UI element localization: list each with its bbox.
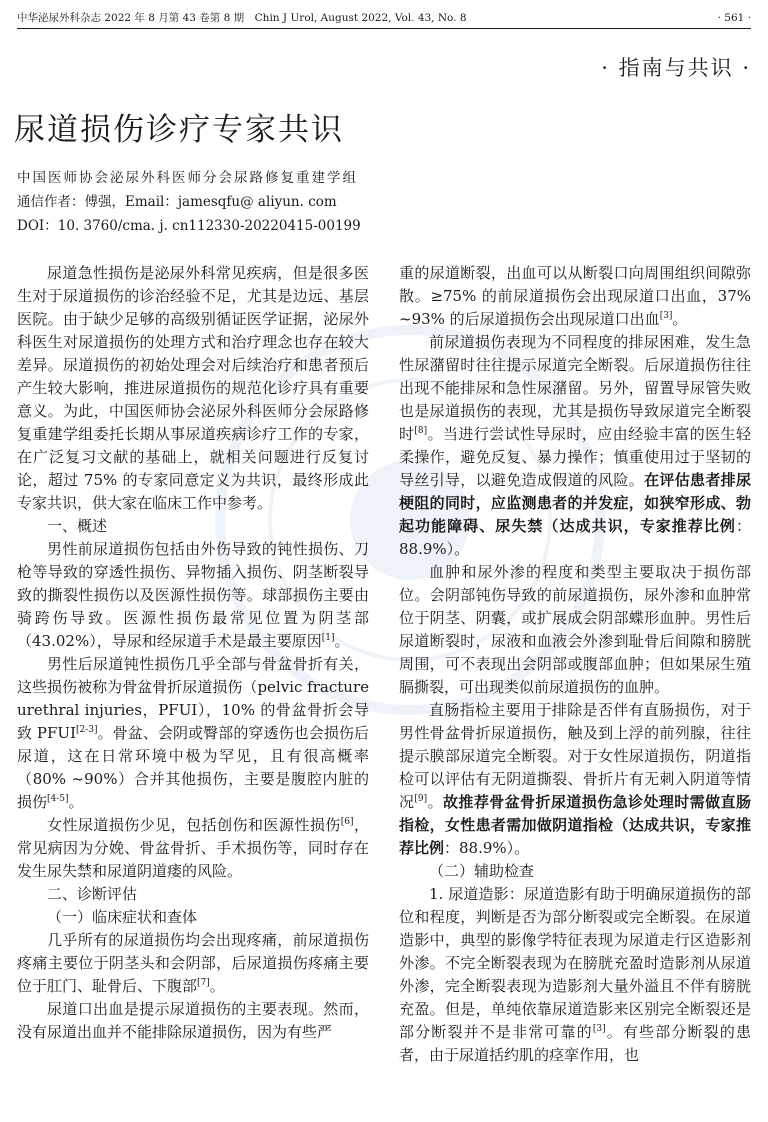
- article-meta: [17, 166, 361, 238]
- paragraph: 尿道口出血是提示尿道损伤的主要表现。然而，没有尿道出血并不能排除尿道损伤，因为有些严: [17, 1000, 369, 1041]
- paragraph: 男性后尿道钝性损伤几乎全部与骨盆骨折有关，这些损伤被称为骨盆骨折尿道损伤（pelvic fracture urethral injuries，PFUI），10% 的骨盆骨折会导致 PFUI[2-3]。骨盆、会阴或臀部的穿透伤也会损伤后尿道，这在日常环境中极为罕见，且有很高概率（80% ~90%）合并其他损伤，主要是腹腔内脏的损伤[4-5]。: [17, 655, 369, 811]
- citation: [3]: [659, 311, 673, 321]
- left-column: [17, 262, 369, 1044]
- subsection-heading-auxiliary-exams: （二）辅助检查: [429, 862, 535, 880]
- paragraph: 前尿道损伤表现为不同程度的排尿困难，发生急性尿潴留时往往提示尿道完全断裂。后尿道损伤往往出现不能排尿和急性尿潴留。另外，留置导尿管失败也是尿道损伤的表现，尤其是损伤导致尿道完全断裂时[8]。当进行尝试性导尿时，应由经验丰富的医生轻柔操作，避免反复、暴力操作；慎重使用过于坚韧的导丝引导，以避免造成假道的风险。在评估患者排尿梗阻的同时，应监测患者的并发症，如狭窄形成、勃起功能障碍、尿失禁（达成共识，专家推荐比例：88.9%）。: [399, 333, 751, 558]
- paragraph: 男性前尿道损伤包括由外伤导致的钝性损伤、刀枪等导致的穿透性损伤、异物插入损伤、阴茎断裂导致的撕裂性损伤以及医源性损伤等。球部损伤主要由骑跨伤导致。医源性损伤最常见位置为阴茎部（43.02%），导尿和经尿道手术是最主要原因[1]。: [17, 540, 369, 650]
- header-rule: [17, 28, 751, 29]
- citation: [4-5]: [47, 794, 69, 804]
- citation: [3]: [592, 1024, 606, 1034]
- journal-citation: 中华泌尿外科杂志 2022 年 8 月第 43 卷第 8 期 Chin J Urol, August 2022, Vol. 43, No. 8: [17, 12, 467, 24]
- subsection-heading-symptoms: （一）临床症状和查体: [47, 908, 198, 926]
- paragraph: 女性尿道损伤少见，包括创伤和医源性损伤[6]，常见病因为分娩、骨盆骨折、手术损伤等，同时存在发生尿失禁和尿道阴道瘘的风险。: [17, 816, 369, 880]
- citation: [8]: [414, 426, 428, 436]
- section-tag: · 指南与共识 ·: [601, 56, 751, 80]
- running-header: [17, 10, 751, 26]
- paragraph: 1. 尿道造影：尿道造影有助于明确尿道损伤的部位和程度，判断是否为部分断裂或完全断裂。在尿道造影中，典型的影像学特征表现为尿道走行区造影剂外渗。不完全断裂表现为在膀胱充盈时造影剂从尿道外渗，完全断裂表现为造影剂大量外溢且不伴有膀胱充盈。但是，单纯依靠尿道造影来区别完全断裂还是部分断裂并不是非常可靠的[3]。有些部分断裂的患者，由于尿道括约肌的痉挛作用，也: [399, 885, 751, 1064]
- page-number: · 561 ·: [717, 12, 751, 24]
- paragraph: 几乎所有的尿道损伤均会出现疼痛，前尿道损伤疼痛主要位于阴茎头和会阴部，后尿道损伤疼痛主要位于肛门、耻骨后、下腹部[7]。: [17, 931, 369, 995]
- citation: [6]: [340, 817, 354, 827]
- doi: DOI：10. 3760/cma. j. cn112330-20220415-00199: [17, 218, 361, 234]
- paper-title: 尿道损伤诊疗专家共识: [14, 112, 344, 148]
- author-organization: 中国医师协会泌尿外科医师分会尿路修复重建学组: [17, 170, 358, 186]
- citation: [9]: [414, 794, 428, 804]
- citation: [7]: [197, 978, 210, 988]
- right-column: [399, 262, 751, 1067]
- section-heading-diagnosis: 二、诊断评估: [47, 885, 138, 903]
- paragraph: 血肿和尿外渗的程度和类型主要取决于损伤部位。会阴部钝伤导致的前尿道损伤，尿外渗和血肿常位于阴茎、阴囊，或扩展成会阴部蝶形血肿。男性后尿道断裂时，尿液和血液会外渗到耻骨后间隙和膀胱周围，可不表现出会阴部或腹部血肿；但如果尿生殖膈撕裂，可出现类似前尿道损伤的血肿。: [399, 563, 751, 696]
- intro-paragraph: 尿道急性损伤是泌尿外科常见疾病，但是很多医生对于尿道损伤的诊治经验不足，尤其是边远、基层医院。由于缺少足够的高级别循证医学证据，泌尿外科医生对尿道损伤的处理方式和治疗理念也存在较大差异。尿道损伤的初始处理会对后续治疗和患者预后产生较大影响，推进尿道损伤的规范化诊疗具有重要意义。为此，中国医师协会泌尿外科医师分会尿路修复重建学组委托长期从事尿道疾病诊疗工作的专家，在广泛复习文献的基础上，就相关问题进行反复讨论，超过 75% 的专家同意定义为共识，最终形成此专家共识，供大家在临床工作中参考。: [17, 264, 369, 512]
- section-heading-overview: 一、概述: [47, 517, 108, 535]
- citation: [1]: [321, 633, 335, 643]
- paragraph: 直肠指检主要用于排除是否伴有直肠损伤，对于男性骨盆骨折尿道损伤，触及到上浮的前列腺，往往提示膜部尿道完全断裂。对于女性尿道损伤，阴道指检可以评估有无阴道撕裂、骨折片有无刺入阴道等情况[9]。故推荐骨盆骨折尿道损伤急诊处理时需做直肠指检，女性患者需加做阴道指检（达成共识，专家推荐比例：88.9%）。: [399, 701, 751, 857]
- corresponding-author: 通信作者：傅强，Email：jamesqfu@ aliyun. com: [17, 194, 337, 210]
- consensus-statement: 在评估患者排尿梗阻的同时，应监测患者的并发症，如狭窄形成、勃起功能障碍、尿失禁（达成共识，专家推荐比例: [399, 471, 751, 535]
- paragraph-continued: 重的尿道断裂，出血可以从断裂口向周围组织间隙弥散。≥75% 的前尿道损伤会出现尿道口出血，37% ~93% 的后尿道损伤会出现尿道口出血[3]。: [399, 264, 751, 328]
- citation: [2-3]: [76, 725, 98, 735]
- consensus-statement: 故推荐骨盆骨折尿道损伤急诊处理时需做直肠指检，女性患者需加做阴道指检（达成共识，专家推荐比例: [399, 793, 751, 857]
